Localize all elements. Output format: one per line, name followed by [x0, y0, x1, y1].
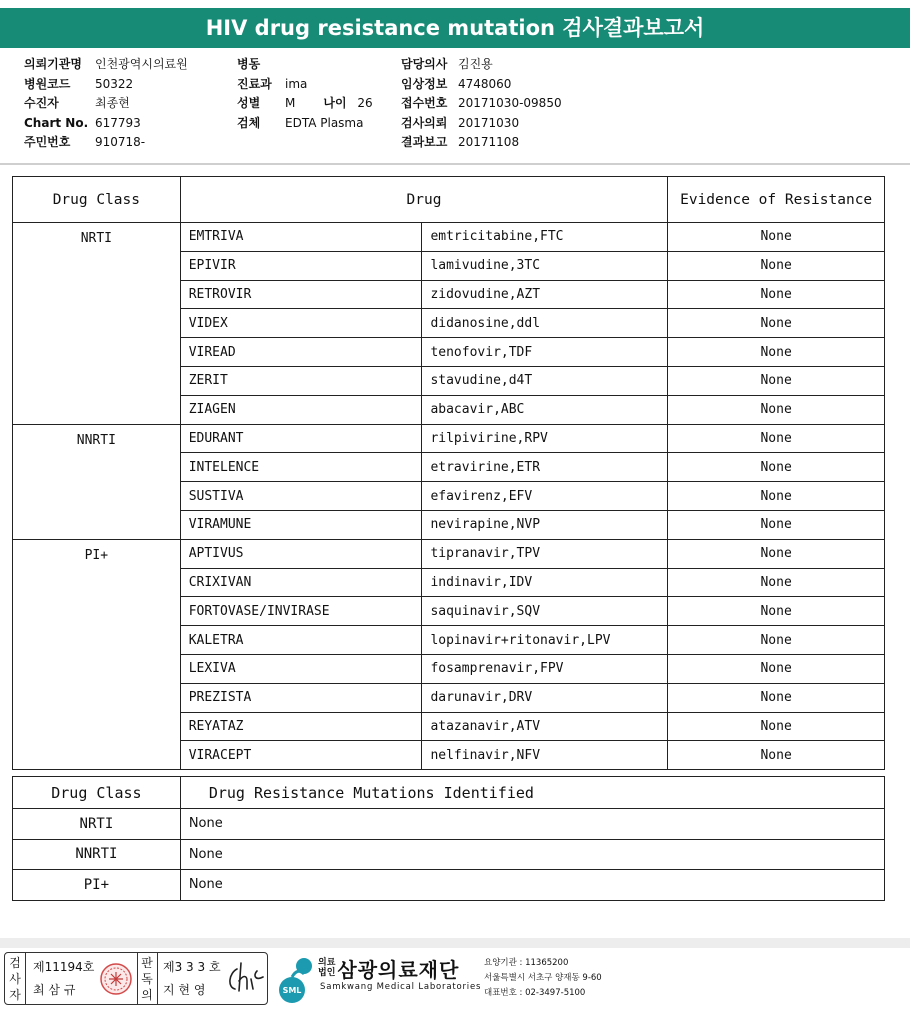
evidence-cell: None — [668, 568, 885, 597]
info-row-institution — [24, 55, 188, 75]
evidence-cell: None — [668, 597, 885, 626]
drug-generic-cell: lamivudine,3TC — [422, 251, 668, 280]
evidence-cell: None — [668, 741, 885, 770]
drug-generic-cell: rilpivirine,RPV — [422, 424, 668, 453]
drug-generic-cell: nevirapine,NVP — [422, 510, 668, 539]
evidence-cell: None — [668, 223, 885, 252]
drug-generic-cell: tipranavir,TPV — [422, 539, 668, 568]
label-resident-no: 주민번호 — [24, 135, 71, 149]
drug-generic-cell: didanosine,ddl — [422, 309, 668, 338]
table-header-row — [13, 177, 885, 223]
drug-generic-cell: efavirenz,EFV — [422, 482, 668, 511]
info-row-hospital-code — [24, 75, 188, 95]
signbox-divider — [137, 953, 138, 1004]
value-institution: 인천광역시의료원 — [95, 57, 188, 71]
label-chart-no: Chart No. — [24, 115, 89, 130]
evidence-cell: None — [668, 395, 885, 424]
drug-brand-cell: ZIAGEN — [180, 395, 422, 424]
contact-line: 요양기관 : 11365200 — [484, 958, 569, 968]
logo-small-line: 법인 — [318, 968, 336, 978]
drug-generic-cell: stavudine,d4T — [422, 366, 668, 395]
value-doctor: 김진용 — [458, 57, 493, 71]
label-hospital-code: 병원코드 — [24, 76, 71, 91]
evidence-cell: None — [668, 280, 885, 309]
reviewer-label-char: 독 — [141, 972, 153, 986]
drug-brand-cell: SUSTIVA — [180, 482, 422, 511]
drug-class-cell: NNRTI — [13, 424, 181, 539]
drug-brand-cell: ZERIT — [180, 366, 422, 395]
label-sex: 성별 — [237, 96, 261, 110]
evidence-cell: None — [668, 309, 885, 338]
table-row — [13, 424, 885, 453]
evidence-cell: None — [668, 539, 885, 568]
evidence-cell: None — [668, 453, 885, 482]
drug-brand-cell: CRIXIVAN — [180, 568, 422, 597]
logo-name: 삼광의료재단 — [337, 958, 460, 982]
contact-info — [484, 956, 602, 1001]
sml-logo-icon — [270, 954, 318, 1004]
footer-divider — [0, 938, 910, 948]
info-row-patient — [24, 94, 188, 114]
drug-brand-cell: LEXIVA — [180, 654, 422, 683]
info-row-report-date — [401, 133, 562, 153]
table-row — [13, 839, 885, 870]
mutation-class-cell: PI+ — [13, 870, 181, 901]
drug-brand-cell: RETROVIR — [180, 280, 422, 309]
label-receipt-no: 접수번호 — [401, 96, 448, 110]
value-hospital-code: 50322 — [95, 76, 134, 91]
header-mutation-class: Drug Class — [13, 777, 181, 809]
label-ward: 병동 — [237, 57, 261, 71]
drug-generic-cell: saquinavir,SQV — [422, 597, 668, 626]
drug-generic-cell: zidovudine,AZT — [422, 280, 668, 309]
drug-brand-cell: VIRACEPT — [180, 741, 422, 770]
table-row — [13, 223, 885, 252]
signbox-divider — [25, 953, 26, 1004]
drug-brand-cell: REYATAZ — [180, 712, 422, 741]
drug-generic-cell: lopinavir+ritonavir,LPV — [422, 626, 668, 655]
evidence-cell: None — [668, 251, 885, 280]
logo-small-line: 의료 — [318, 958, 336, 968]
info-row-resident-no — [24, 133, 188, 153]
contact-line: 서울특별시 서초구 양재동 9-60 — [484, 973, 602, 983]
drug-generic-cell: nelfinavir,NFV — [422, 741, 668, 770]
drug-generic-cell: abacavir,ABC — [422, 395, 668, 424]
info-row-doctor — [401, 55, 562, 75]
reviewer-label — [139, 955, 155, 1003]
mutations-table — [12, 776, 885, 901]
label-clinical-info: 임상정보 — [401, 76, 448, 91]
logo-english-name: Samkwang Medical Laboratories — [320, 982, 482, 992]
report-title: HIV drug resistance mutation 검사결과보고서 — [0, 8, 910, 48]
drug-brand-cell: EPIVIR — [180, 251, 422, 280]
signbox-divider — [157, 953, 158, 1004]
table-row — [13, 539, 885, 568]
mutation-result-cell: None — [180, 870, 884, 901]
header-drug-class: Drug Class — [13, 177, 181, 223]
table-row — [13, 870, 885, 901]
value-patient: 최종현 — [95, 96, 130, 110]
value-age: 26 — [357, 96, 373, 110]
drug-brand-cell: VIREAD — [180, 338, 422, 367]
label-specimen: 검체 — [237, 115, 261, 130]
value-resident-no: 910718- — [95, 135, 146, 149]
drug-brand-cell: INTELENCE — [180, 453, 422, 482]
drug-generic-cell: tenofovir,TDF — [422, 338, 668, 367]
evidence-cell: None — [668, 510, 885, 539]
label-institution: 의뢰기관명 — [24, 57, 82, 71]
evidence-cell: None — [668, 626, 885, 655]
drug-brand-cell: VIRAMUNE — [180, 510, 422, 539]
mutation-class-cell: NRTI — [13, 809, 181, 840]
value-department: ima — [285, 76, 308, 91]
drug-class-cell: PI+ — [13, 539, 181, 769]
drug-generic-cell: emtricitabine,FTC — [422, 223, 668, 252]
mutation-class-cell: NNRTI — [13, 839, 181, 870]
mutation-result-cell: None — [180, 809, 884, 840]
inspector-number: 제11194호 — [33, 960, 95, 974]
drug-generic-cell: indinavir,IDV — [422, 568, 668, 597]
info-row-specimen — [237, 114, 373, 134]
value-sex: M — [285, 96, 296, 110]
drug-brand-cell: EMTRIVA — [180, 223, 422, 252]
drug-class-cell: NRTI — [13, 223, 181, 425]
drug-brand-cell: EDURANT — [180, 424, 422, 453]
info-row-receipt-no — [401, 94, 562, 114]
inspector-label — [7, 955, 23, 1003]
label-doctor: 담당의사 — [401, 57, 448, 71]
drug-brand-cell: KALETRA — [180, 626, 422, 655]
inspector-seal-icon — [99, 962, 133, 996]
label-report-date: 결과보고 — [401, 135, 448, 149]
value-clinical-info: 4748060 — [458, 76, 512, 91]
info-row-request-date — [401, 114, 562, 134]
evidence-cell: None — [668, 366, 885, 395]
info-column-3 — [401, 55, 562, 153]
logo-wordmark — [318, 954, 459, 983]
signature-box — [4, 952, 268, 1005]
evidence-cell: None — [668, 654, 885, 683]
drug-brand-cell: VIDEX — [180, 309, 422, 338]
logo-small-text — [318, 958, 335, 978]
mutations-header-row — [13, 777, 885, 809]
info-row-ward — [237, 55, 373, 75]
evidence-cell: None — [668, 712, 885, 741]
value-receipt-no: 20171030-09850 — [458, 96, 562, 110]
table-row — [13, 809, 885, 840]
value-chart-no: 617793 — [95, 115, 141, 130]
header-divider — [0, 163, 910, 165]
drug-generic-cell: etravirine,ETR — [422, 453, 668, 482]
value-report-date: 20171108 — [458, 135, 520, 149]
value-request-date: 20171030 — [458, 115, 520, 130]
info-row-department — [237, 75, 373, 95]
logo-mark-text: SML — [282, 986, 302, 995]
evidence-cell: None — [668, 424, 885, 453]
header-mutations-identified: Drug Resistance Mutations Identified — [180, 777, 884, 809]
patient-info — [0, 55, 910, 165]
label-request-date: 검사의뢰 — [401, 115, 448, 130]
inspector-label-char: 검 — [9, 956, 21, 970]
evidence-cell: None — [668, 338, 885, 367]
info-row-clinical-info — [401, 75, 562, 95]
label-patient: 수진자 — [24, 96, 59, 110]
reviewer-signature-icon — [223, 959, 267, 999]
inspector-label-char: 사 — [9, 972, 21, 986]
drug-generic-cell: fosamprenavir,FPV — [422, 654, 668, 683]
drug-brand-cell: PREZISTA — [180, 683, 422, 712]
drug-table-body — [13, 223, 885, 770]
reviewer-label-char: 판 — [141, 956, 153, 970]
evidence-cell: None — [668, 482, 885, 511]
contact-line: 대표번호 : 02-3497-5100 — [484, 988, 586, 998]
info-column-1 — [24, 55, 188, 153]
info-row-sex — [237, 94, 373, 114]
mutation-result-cell: None — [180, 839, 884, 870]
drug-generic-cell: darunavir,DRV — [422, 683, 668, 712]
header-evidence: Evidence of Resistance — [668, 177, 885, 223]
drug-brand-cell: FORTOVASE/INVIRASE — [180, 597, 422, 626]
drug-generic-cell: atazanavir,ATV — [422, 712, 668, 741]
info-row-chart-no — [24, 114, 188, 134]
drug-resistance-table — [12, 176, 885, 770]
evidence-cell: None — [668, 683, 885, 712]
header-drug: Drug — [180, 177, 668, 223]
label-department: 진료과 — [237, 76, 272, 91]
label-age: 나이 — [323, 96, 347, 110]
reviewer-number: 제3 3 3 호 — [163, 960, 221, 974]
value-specimen: EDTA Plasma — [285, 115, 364, 130]
inspector-label-char: 자 — [9, 988, 21, 1002]
reviewer-label-char: 의 — [141, 988, 153, 1002]
inspector-name: 최 삼 규 — [33, 983, 76, 997]
drug-brand-cell: APTIVUS — [180, 539, 422, 568]
reviewer-name: 지 현 영 — [163, 983, 206, 997]
info-column-2 — [237, 55, 373, 133]
